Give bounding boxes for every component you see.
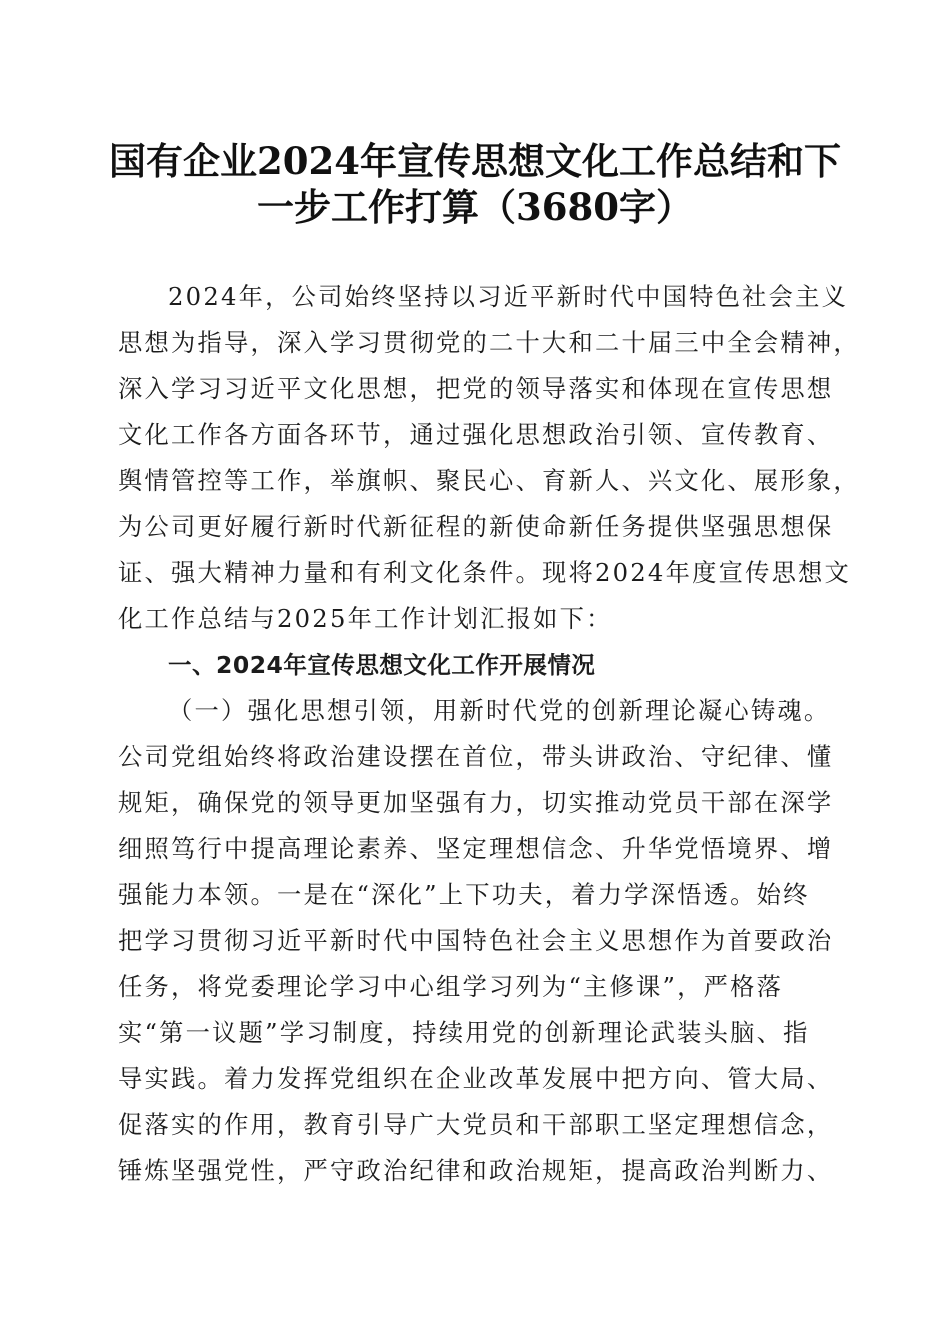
- document-title-line-2: 一步工作打算（3680字）: [257, 185, 693, 229]
- paragraph-line: 深入学习习近平文化思想，把党的领导落实和体现在宣传思想: [118, 374, 834, 403]
- subsection-heading: （一）强化思想引领，用新时代党的创新理论凝心铸魂。: [168, 696, 831, 725]
- paragraph-line: 细照笃行中提高理论素养、坚定理想信念、升华党悟境界、增: [118, 834, 834, 863]
- paragraph-line: 锤炼坚强党性，严守政治纪律和政治规矩，提高政治判断力、: [118, 1156, 834, 1185]
- paragraph-line: 化工作总结与2025年工作计划汇报如下：: [118, 604, 613, 633]
- section-heading: 一、2024年宣传思想文化工作开展情况: [168, 651, 596, 679]
- paragraph-line: 舆情管控等工作，举旗帜、聚民心、育新人、兴文化、展形象，: [118, 466, 860, 495]
- paragraph-line: 公司党组始终将政治建设摆在首位，带头讲政治、守纪律、懂: [118, 742, 834, 771]
- paragraph-line: 证、强大精神力量和有利文化条件。现将2024年度宣传思想文: [118, 558, 852, 587]
- document-title-line-1: 国有企业2024年宣传思想文化工作总结和下: [109, 139, 841, 183]
- paragraph-line: 为公司更好履行新时代新征程的新使命新任务提供坚强思想保: [118, 512, 834, 541]
- paragraph-line: 强能力本领。一是在“深化”上下功夫，着力学深悟透。始终: [118, 880, 810, 909]
- paragraph-line: 文化工作各方面各环节，通过强化思想政治引领、宣传教育、: [118, 420, 834, 449]
- paragraph-line: 导实践。着力发挥党组织在企业改革发展中把方向、管大局、: [118, 1064, 834, 1093]
- paragraph-line: 把学习贯彻习近平新时代中国特色社会主义思想作为首要政治: [118, 926, 834, 955]
- paragraph-line: 促落实的作用，教育引导广大党员和干部职工坚定理想信念，: [118, 1110, 834, 1139]
- paragraph-line: 实“第一议题”学习制度，持续用党的创新理论武装头脑、指: [118, 1018, 810, 1047]
- paragraph-line: 2024年，公司始终坚持以习近平新时代中国特色社会主义: [168, 282, 849, 311]
- paragraph-line: 思想为指导，深入学习贯彻党的二十大和二十届三中全会精神，: [118, 328, 860, 357]
- paragraph-line: 规矩，确保党的领导更加坚强有力，切实推动党员干部在深学: [118, 788, 834, 817]
- paragraph-line: 任务，将党委理论学习中心组学习列为“主修课”，严格落: [118, 972, 784, 1001]
